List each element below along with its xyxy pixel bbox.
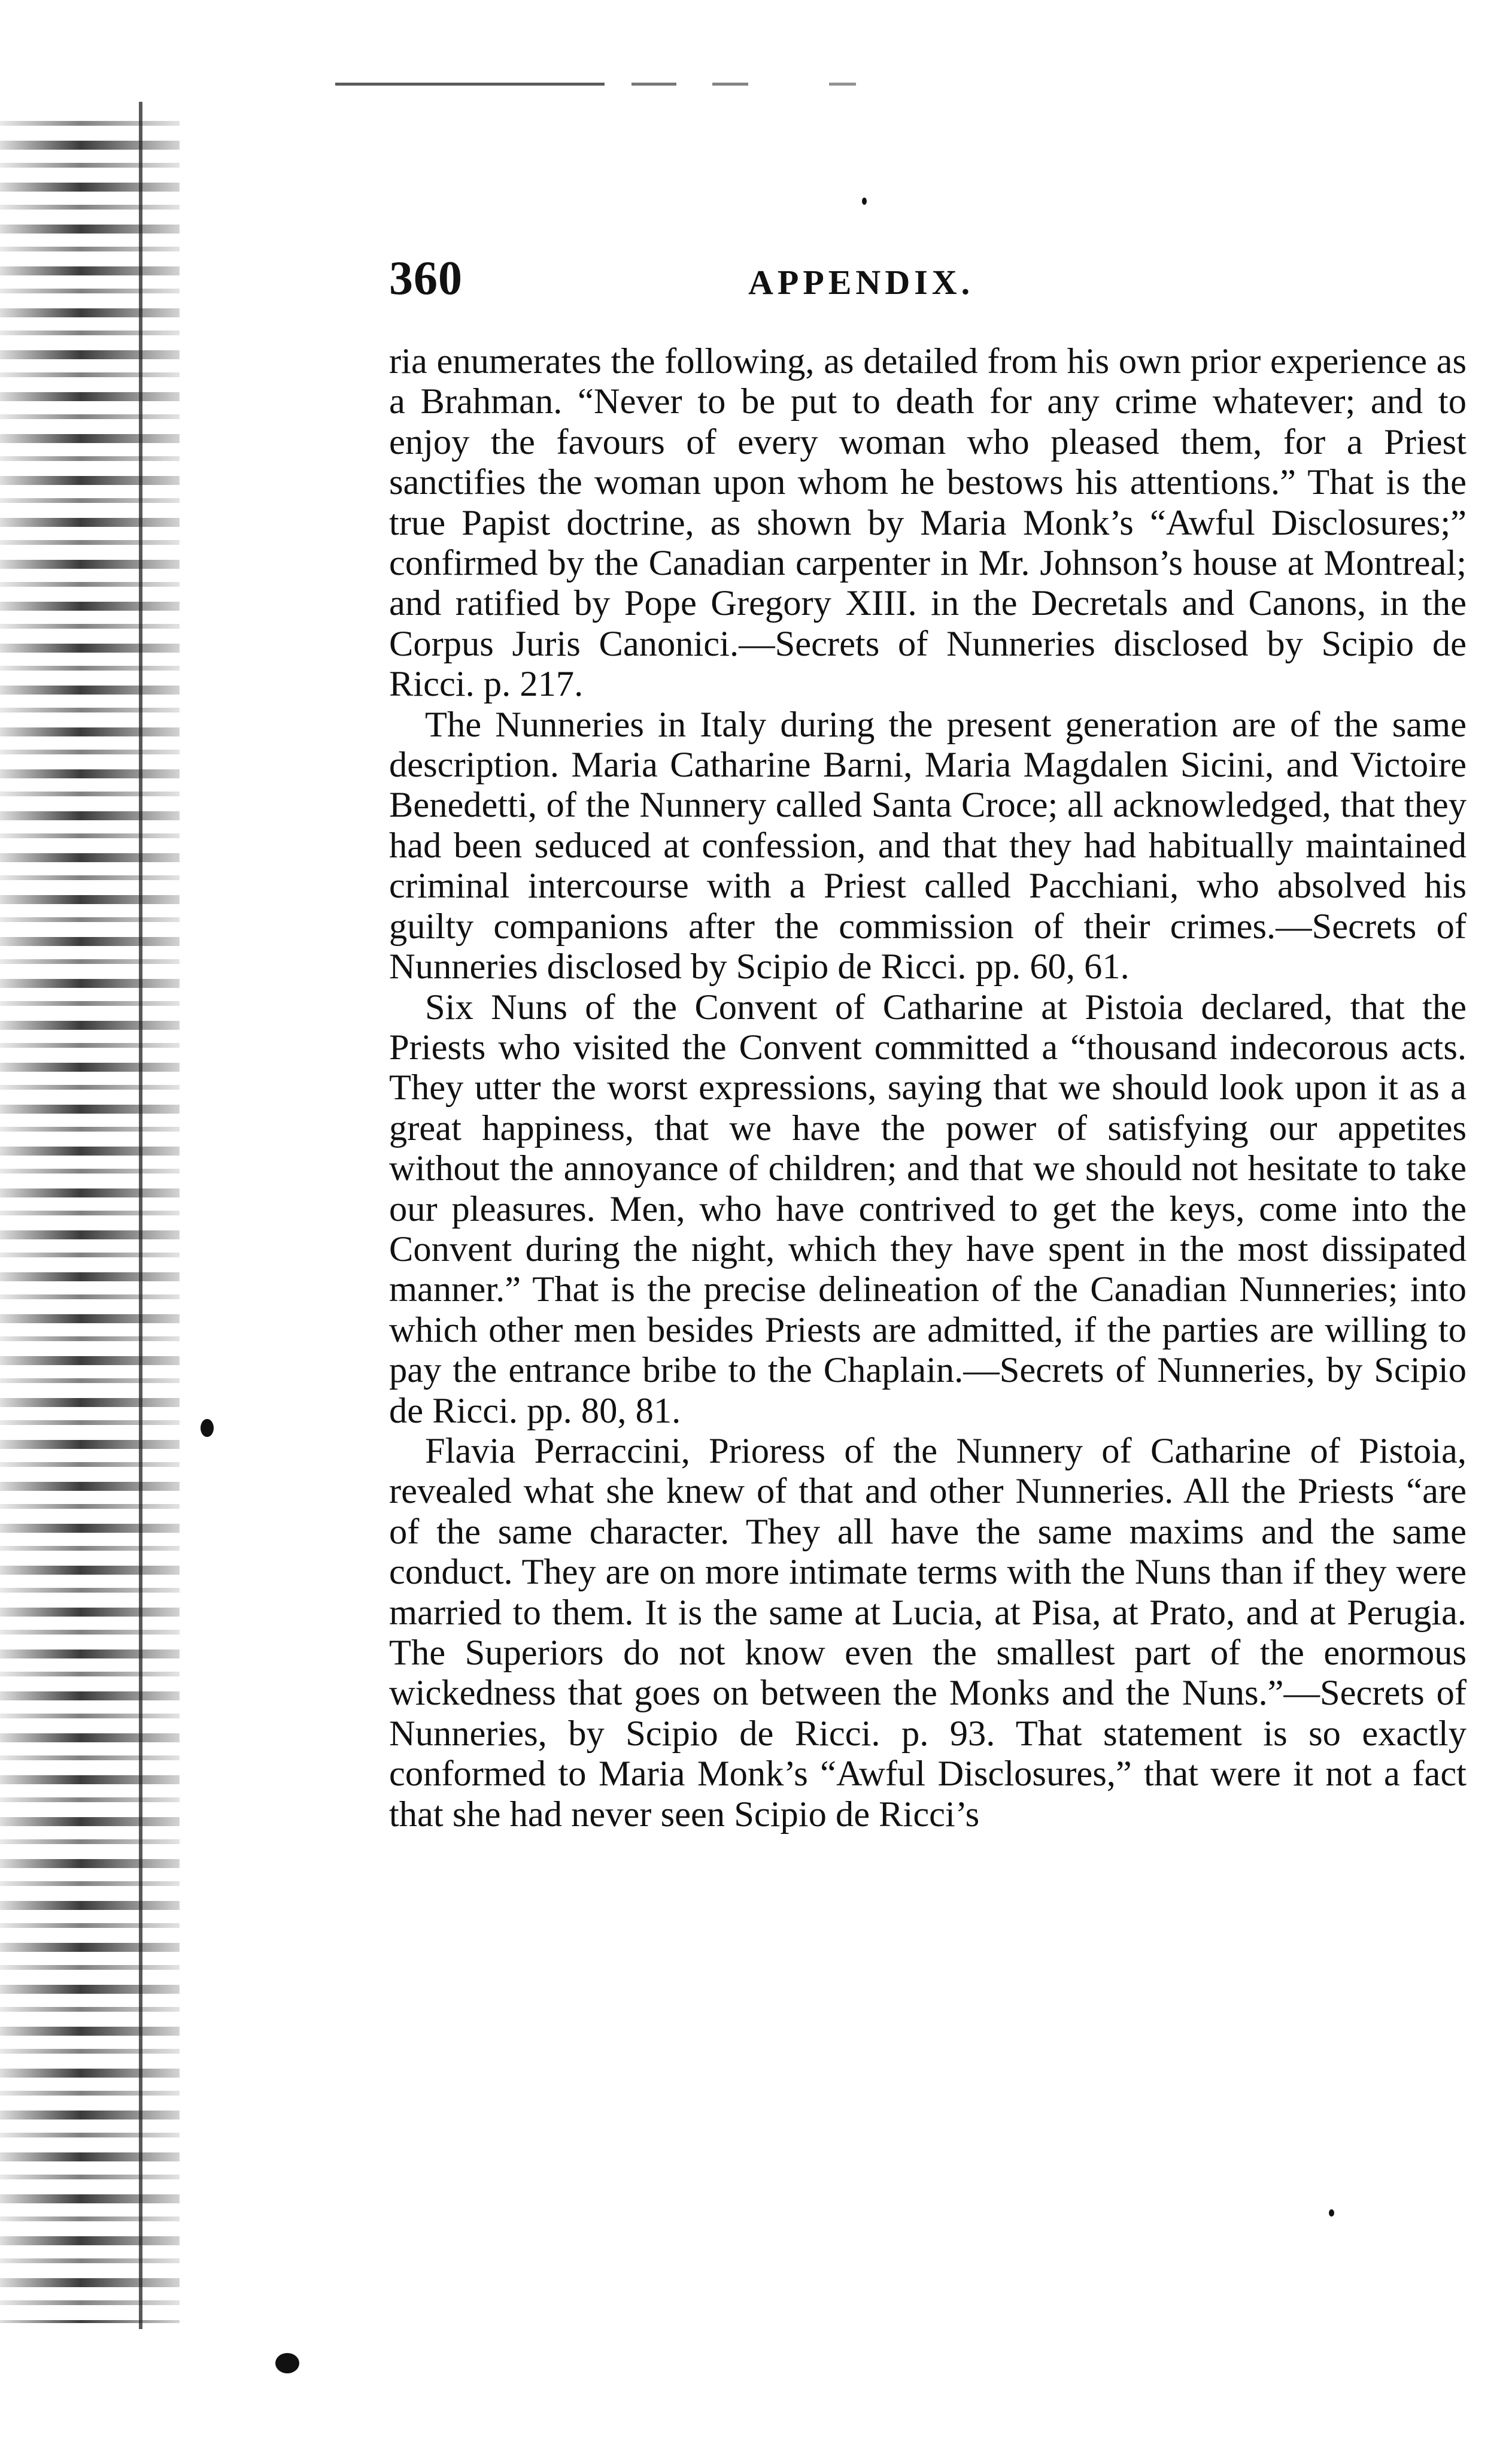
ink-speck bbox=[275, 2353, 299, 2373]
scan-binding-shadow bbox=[0, 108, 180, 2323]
scan-binding-line bbox=[139, 102, 142, 2329]
page-header bbox=[389, 251, 1467, 305]
ink-speck bbox=[862, 198, 867, 205]
running-head: APPENDIX. bbox=[748, 263, 974, 302]
paragraph-4: Flavia Perraccini, Prioress of the Nunnery of Catharine of Pistoia, revealed what she knew of that and other Nunneries. All the Priests “are of the same character. They all have the same maxims and the same conduct. They are on more intimate terms with the Nuns than if they were married to them. It is the same at Lucia, at Pisa, at Prato, and at Perugia. The Superiors do not know even the smallest part of the enormous wickedness that goes on between the Monks and the Nuns.”—Secrets of Nunneries, by Scipio de Ricci. p. 93. That statement is so exactly conformed to Maria Monk’s “Awful Disclosures,” that were it not a fact that she had never seen Scipio de Ricci’s bbox=[389, 1430, 1467, 1835]
scan-top-rule bbox=[335, 83, 1233, 86]
paragraph-3: Six Nuns of the Convent of Catharine at Pistoia declared, that the Priests who visited the Convent committed a “thousand indecorous acts. They utter the worst expressions, saying that we should look upon it as a great happiness, that we have the power of satisfying our appetites without the annoyance of children; and that we should not hesitate to take our pleasures. Men, who have contrived to get the keys, come into the Convent during the night, which they have spent in the most dissipated manner.” That is the precise delineation of the Canadian Nunneries; into which other men besides Priests are admitted, if the parties are willing to pay the entrance bribe to the Chaplain.—Secrets of Nunneries, by Scipio de Ricci. pp. 80, 81. bbox=[389, 987, 1467, 1431]
paragraph-2: The Nunneries in Italy during the present generation are of the same description. Maria Catharine Barni, Maria Magdalen Sicini, and Victoire Benedetti, of the Nunnery called Santa Croce; all acknowledged, that they had been seduced at confession, and that they had habitually maintained criminal intercourse with a Priest called Pacchiani, who absolved his guilty companions after the commission of their crimes.—Secrets of Nunneries disclosed by Scipio de Ricci. pp. 60, 61. bbox=[389, 704, 1467, 987]
ink-speck bbox=[1329, 2209, 1334, 2217]
ink-speck bbox=[201, 1419, 214, 1437]
page-number: 360 bbox=[389, 252, 463, 305]
body-text bbox=[389, 341, 1467, 1835]
paragraph-1: ria enumerates the following, as detailed from his own prior experience as a Brahman. “Never to be put to death for any crime whatever; and to enjoy the favours of every woman who pleased them, for a Priest sanctifies the woman upon whom he bestows his attentions.” That is the true Papist doctrine, as shown by Maria Monk’s “Awful Disclosures;” confirmed by the Canadian carpenter in Mr. Johnson’s house at Montreal; and ratified by Pope Gregory XIII. in the Decretals and Canons, in the Corpus Juris Canonici.—Secrets of Nunneries disclosed by Scipio de Ricci. p. 217. bbox=[389, 341, 1467, 705]
